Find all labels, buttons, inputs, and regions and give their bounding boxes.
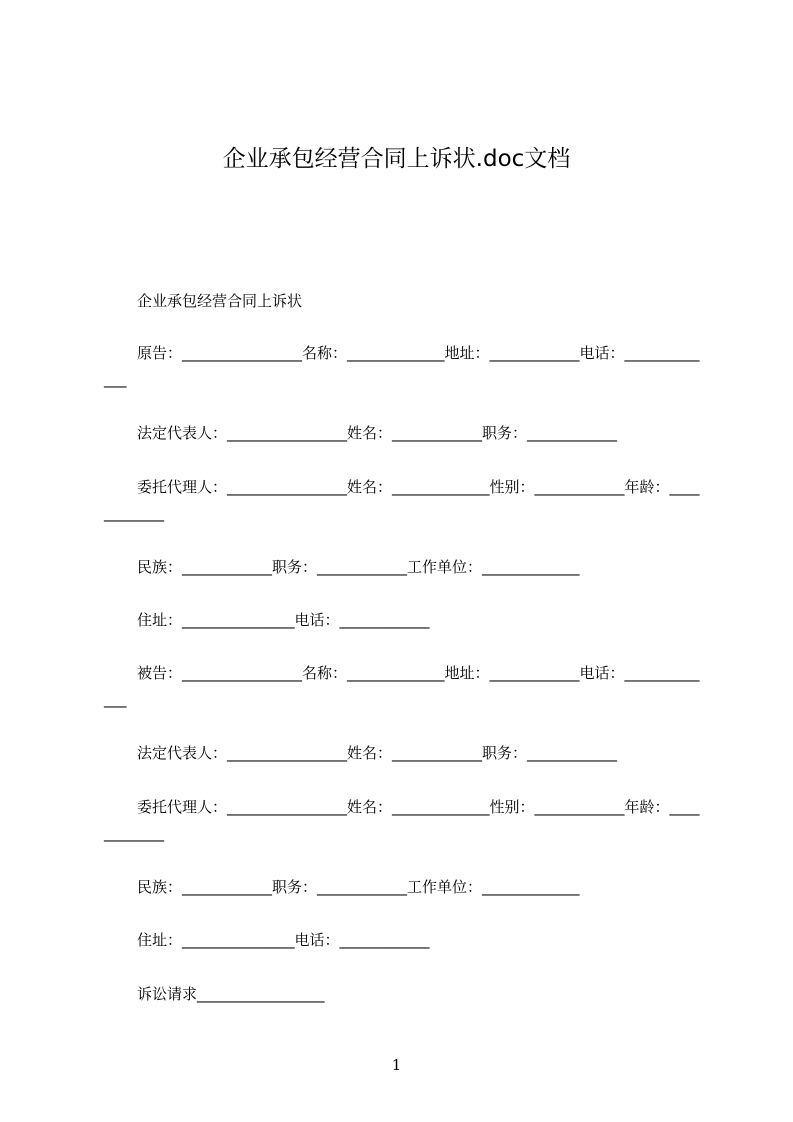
document-title: 企业承包经营合同上诉状.doc文档: [222, 146, 571, 172]
defendant-legal-rep-line: 法定代表人：________________姓名：____________职务：____________: [137, 744, 618, 762]
document-subtitle: 企业承包经营合同上诉状: [137, 292, 303, 310]
page-number: 1: [391, 1056, 402, 1074]
plaintiff-agent-line: 委托代理人：________________姓名：_____________性别：____________年龄：____________: [104, 478, 700, 522]
plaintiff-legal-rep-line: 法定代表人：________________姓名：____________职务：____________: [137, 424, 618, 442]
defendant-agent-line: 委托代理人：________________姓名：_____________性别：____________年龄：____________: [104, 798, 700, 842]
plaintiff-address-line: 住址：_______________电话：____________: [137, 611, 430, 629]
plaintiff-ethnicity-line: 民族：____________职务：____________工作单位：_____________: [137, 558, 580, 576]
defendant-ethnicity-line: 民族：____________职务：____________工作单位：_____________: [137, 878, 580, 896]
defendant-address-line: 住址：_______________电话：____________: [137, 931, 430, 949]
claims-heading: 诉讼请求_________________: [137, 985, 325, 1003]
plaintiff-line: 原告：________________名称：_____________地址：____________电话：_____________: [104, 344, 700, 388]
defendant-line: 被告：________________名称：_____________地址：____________电话：_____________: [104, 664, 700, 708]
